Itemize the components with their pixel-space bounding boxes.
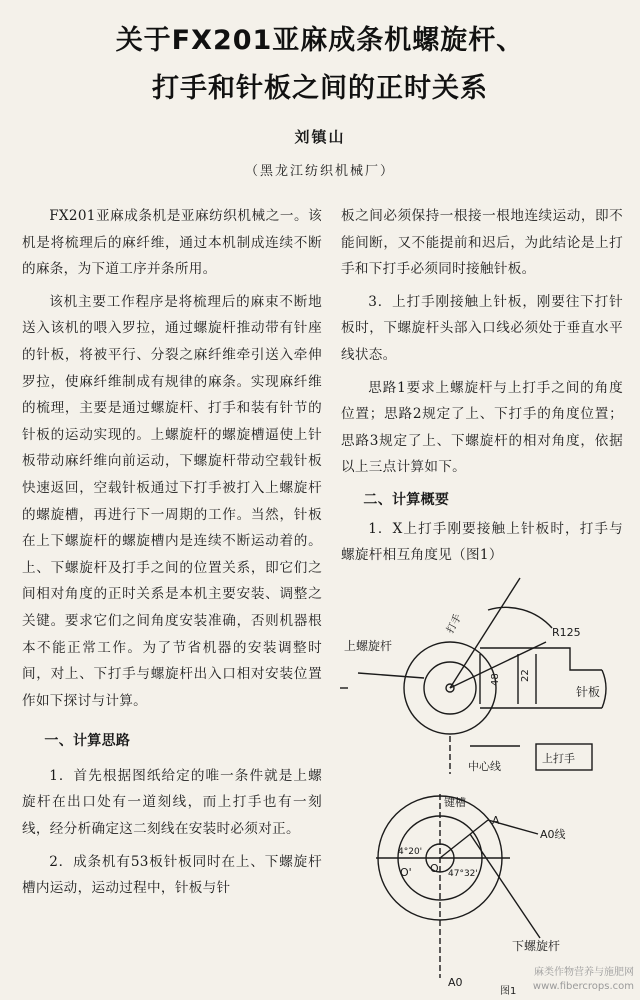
figure-1-drawing <box>340 558 622 998</box>
label-center-line: 中心线 <box>468 760 501 773</box>
label-needle-plate: 针板 <box>576 685 601 699</box>
upper-pointer <box>358 673 424 678</box>
label-point-a: A <box>492 814 500 827</box>
figure-caption: 图1 <box>500 986 517 997</box>
watermark-line1: 麻类作物营养与施肥网 <box>534 967 634 978</box>
paragraph: 1．X上打手刚要接触上针板时，打手与螺旋杆相互角度见（图1） <box>341 520 623 564</box>
paragraph: 1．首先根据图纸给定的唯一条件就是上螺旋杆在出口处有一道刻线，而上打手也有一刻线，经分析确定这二刻线在安装时必须对正。 <box>22 767 322 838</box>
label-keyway: 键槽 <box>444 796 466 809</box>
author-name: 刘镇山 <box>294 128 346 146</box>
label-dim-48: 48 <box>490 673 501 686</box>
paragraph: 该机主要工作程序是将梳理后的麻束不断地送入该机的喂入罗拉，通过螺旋杆推动带有针座的针板，将被平行、分裂之麻纤维牵引送入牵伸罗拉，使麻纤维制成有规律的麻条。实现麻纤维的梳理，主要是通过螺旋杆、打手和装有针节的针板的运动实现的。上螺旋杆的螺旋槽逼使上针板带动麻纤维向前运动，下螺旋杆带动空载针板快速返回，空载针板通过下打手被打入上螺旋杆的螺旋槽，再进行下一周期的工作。当然，针板在上下螺旋杆的螺旋槽内是连续不断运动着的。上、下螺旋杆及打手之间的位置关系，即它们之间相对角度的正时关系是本机主要安装、调整之关键。要求它们之间角度安装准确，否则机器根本不能正常工作。为了节省机器的安装调整时间，对上、下打手与螺旋杆出入口相对安装位置作如下探讨与计算。 <box>22 293 322 709</box>
paper-title-line1: 关于FX201亚麻成条机螺旋杆、 <box>115 25 525 56</box>
label-a0-line: A0线 <box>540 828 566 841</box>
paragraph: 板之间必须保持一根接一根地连续运动，即不能间断，又不能提前和迟后，为此结论是上打手和下打手必须同时接触针板。 <box>341 208 623 278</box>
paper-title-line2: 打手和针板之间的正时关系 <box>152 73 488 104</box>
watermark <box>533 966 634 994</box>
label-a0: A0 <box>448 976 463 989</box>
angle-line <box>440 820 488 858</box>
needle-plate-break <box>602 670 606 708</box>
section-heading: 二、计算概要 <box>363 491 450 508</box>
paragraph: FX201亚麻成条机是亚麻纺织机械之一。该机是将梳理后的麻纤维，通过本机制成连续不断的麻条，为下道工序并条所用。 <box>22 208 322 278</box>
label-angle-a: 4°20' <box>398 847 423 857</box>
author-affiliation: （黑龙江纺织机械厂） <box>244 164 395 179</box>
left-column <box>22 203 322 908</box>
label-point-o: O <box>430 862 439 875</box>
figure-1 <box>340 558 622 998</box>
label-lower-screw: 下螺旋杆 <box>512 939 561 953</box>
paragraph: 3．上打手刚接触上针板，刚要往下打针板时，下螺旋杆头部入口线必须处于垂直水平线状态。 <box>341 293 623 363</box>
label-point-o2: O' <box>400 866 412 879</box>
right-column <box>341 203 623 575</box>
label-upper-screw: 上螺旋杆 <box>344 639 393 653</box>
lower-pointer <box>470 834 540 938</box>
paragraph: 思路1要求上螺旋杆与上打手之间的角度位置；思路2规定了上、下打手的角度位置；思路3规定了上、下螺旋杆的相对角度，依据以上三点计算如下。 <box>341 379 623 476</box>
watermark-line2: www.fibercrops.com <box>532 981 634 992</box>
section-heading: 一、计算思路 <box>44 733 131 750</box>
paragraph: 2．成条机有53板针板同时在上、下螺旋杆槽内运动，运动过程中，针板与针 <box>22 853 322 897</box>
needle-plate-edge <box>480 648 602 670</box>
label-angle-b: 47°32' <box>448 869 478 879</box>
beater-arc <box>488 607 552 628</box>
label-upper-beater: 上打手 <box>542 752 575 765</box>
label-radius: R125 <box>552 626 581 639</box>
label-dim-22: 22 <box>520 669 531 682</box>
label-beater: 打手 <box>444 612 465 636</box>
